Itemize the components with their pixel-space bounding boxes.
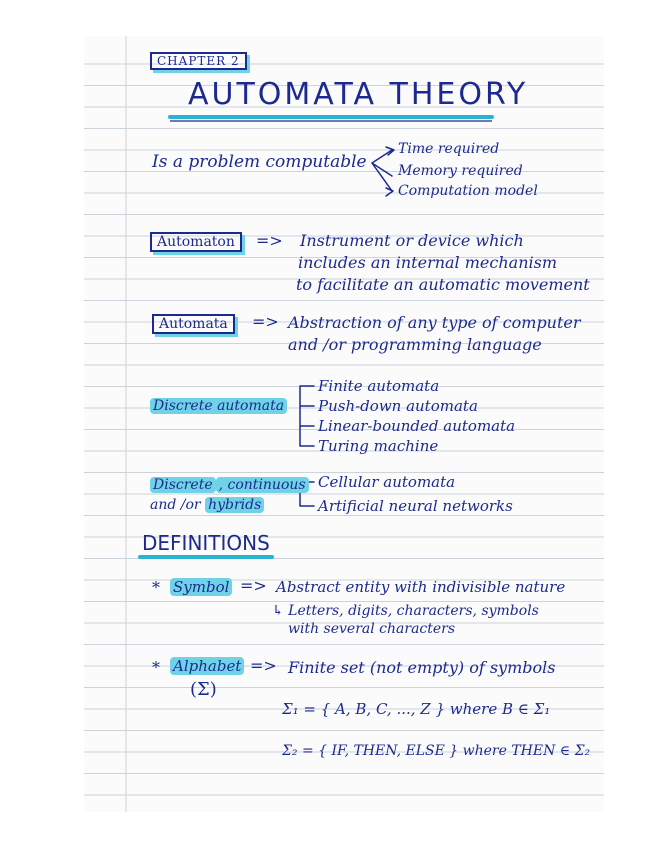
automaton-arrow: =>	[256, 231, 283, 250]
computable-branch-2: Memory required	[398, 163, 523, 179]
automaton-line-2: includes an internal mechanism	[298, 253, 558, 272]
definitions-heading: DEFINITIONS	[142, 531, 270, 555]
chapter-label: CHAPTER 2	[150, 52, 247, 70]
hybrid-label-line-2: and /or hybrids	[150, 496, 264, 514]
computable-branch-arrow	[372, 150, 392, 191]
discrete-label: Discrete automata	[150, 397, 287, 415]
discrete-item-3: Linear-bounded automata	[318, 417, 516, 435]
alphabet-bullet: *	[152, 658, 160, 677]
discrete-bracket	[300, 386, 314, 446]
hybrid-item-1: Cellular automata	[318, 473, 456, 491]
computable-branch-3: Computation model	[398, 183, 538, 199]
discrete-item-1: Finite automata	[318, 377, 440, 395]
discrete-item-2: Push-down automata	[318, 397, 478, 415]
symbol-bullet: *	[152, 578, 160, 597]
automaton-term: Automaton	[150, 233, 242, 251]
automata-line-2: and /or programming language	[288, 335, 542, 354]
discrete-item-4: Turing machine	[318, 437, 439, 455]
alphabet-text: Finite set (not empty) of symbols	[288, 658, 556, 677]
automaton-line-1: Instrument or device which	[300, 231, 524, 250]
automaton-line-3: to facilitate an automatic movement	[296, 275, 590, 294]
alphabet-term: Alphabet	[170, 657, 244, 675]
alphabet-example-2: Σ₂ = { IF, THEN, ELSE } where THEN ∈ Σ₂	[282, 743, 591, 759]
alphabet-example-1: Σ₁ = { A, B, C, ..., Z } where B ∈ Σ₁	[282, 700, 551, 718]
automata-term: Automata	[152, 315, 235, 333]
symbol-sub-line-2: with several characters	[288, 621, 456, 637]
symbol-arrow: =>	[240, 576, 267, 595]
computable-question: Is a problem computable	[152, 152, 367, 172]
alphabet-symbol: (Σ)	[190, 679, 217, 700]
automata-line-1: Abstraction of any type of computer	[288, 313, 581, 332]
hybrid-item-2: Artificial neural networks	[318, 497, 513, 515]
automata-arrow: =>	[252, 312, 279, 331]
alphabet-arrow: =>	[250, 656, 277, 675]
symbol-text: Abstract entity with indivisible nature	[276, 578, 566, 596]
hybrid-label-line-1: Discrete , continuous	[150, 476, 309, 494]
symbol-term: Symbol	[170, 578, 232, 596]
computable-branch-1: Time required	[398, 141, 500, 157]
symbol-sub-line-1: ↳ Letters, digits, characters, symbols	[272, 603, 539, 619]
page-title: AUTOMATA THEORY	[188, 77, 529, 112]
